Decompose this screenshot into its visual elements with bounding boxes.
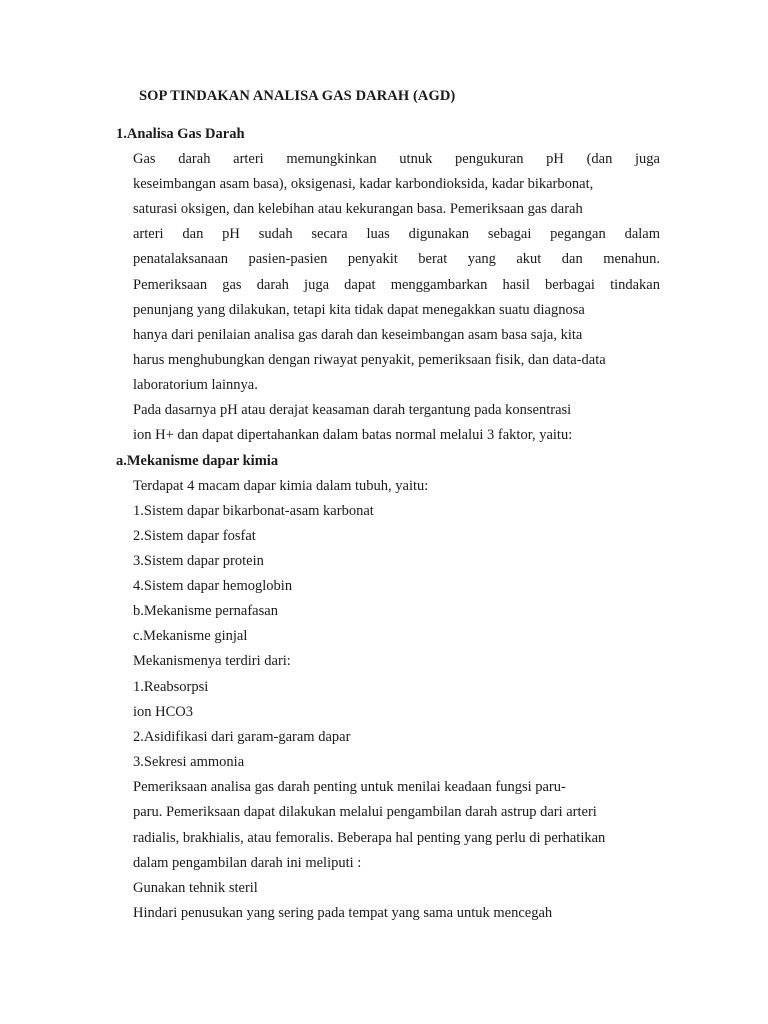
paragraph-line: Pemeriksaan gas darah juga dapat menggambarkan hasil berbagai tindakan	[133, 277, 660, 293]
list-item: Hindari penusukan yang sering pada tempat yang sama untuk mencegah	[133, 905, 553, 921]
paragraph-line: saturasi oksigen, dan kelebihan atau kekurangan basa. Pemeriksaan gas darah	[133, 201, 583, 217]
paragraph-line: Gas darah arteri memungkinkan utnuk pengukuran pH (dan juga	[133, 151, 660, 167]
paragraph-line: ion H+ dan dapat dipertahankan dalam batas normal melalui 3 faktor, yaitu:	[133, 427, 573, 443]
list-item: 3.Sistem dapar protein	[133, 553, 264, 569]
paragraph-line: hanya dari penilaian analisa gas darah dan keseimbangan asam basa saja, kita	[133, 327, 583, 343]
paragraph-line: Pada dasarnya pH atau derajat keasaman darah tergantung pada konsentrasi	[133, 402, 572, 418]
paragraph-line: keseimbangan asam basa), oksigenasi, kadar karbondioksida, kadar bikarbonat,	[133, 176, 594, 192]
paragraph-line: paru. Pemeriksaan dapat dilakukan melalui pengambilan darah astrup dari arteri	[133, 804, 597, 820]
list-item: 4.Sistem dapar hemoglobin	[133, 578, 293, 594]
paragraph-line: arteri dan pH sudah secara luas digunakan sebagai pegangan dalam	[133, 226, 660, 242]
paragraph-line: laboratorium lainnya.	[133, 377, 258, 393]
list-item: 2.Sistem dapar fosfat	[133, 528, 256, 544]
list-item: ion HCO3	[133, 704, 194, 720]
paragraph-line: penunjang yang dilakukan, tetapi kita tidak dapat menegakkan suatu diagnosa	[133, 302, 585, 318]
paragraph-line: Mekanismenya terdiri dari:	[133, 653, 291, 669]
section-heading-mekanisme-dapar-kimia: a.Mekanisme dapar kimia	[116, 453, 279, 469]
list-item: 1.Reabsorpsi	[133, 679, 209, 695]
paragraph-line: penatalaksanaan pasien-pasien penyakit berat yang akut dan menahun.	[133, 251, 660, 267]
paragraph-line: dalam pengambilan darah ini meliputi :	[133, 855, 362, 871]
list-item: Gunakan tehnik steril	[133, 880, 258, 896]
paragraph-line: radialis, brakhialis, atau femoralis. Beberapa hal penting yang perlu di perhatikan	[133, 830, 606, 846]
list-item: 2.Asidifikasi dari garam-garam dapar	[133, 729, 351, 745]
list-item: b.Mekanisme pernafasan	[133, 603, 278, 619]
list-item: c.Mekanisme ginjal	[133, 628, 248, 644]
list-item: 1.Sistem dapar bikarbonat-asam karbonat	[133, 503, 374, 519]
document-title: SOP TINDAKAN ANALISA GAS DARAH (AGD)	[139, 88, 456, 104]
section-heading-analisa-gas-darah: 1.Analisa Gas Darah	[116, 126, 245, 142]
list-item: 3.Sekresi ammonia	[133, 754, 245, 770]
paragraph-line: Pemeriksaan analisa gas darah penting untuk menilai keadaan fungsi paru-	[133, 779, 566, 795]
paragraph-line: Terdapat 4 macam dapar kimia dalam tubuh, yaitu:	[133, 478, 429, 494]
paragraph-line: harus menghubungkan dengan riwayat penyakit, pemeriksaan fisik, dan data-data	[133, 352, 606, 368]
